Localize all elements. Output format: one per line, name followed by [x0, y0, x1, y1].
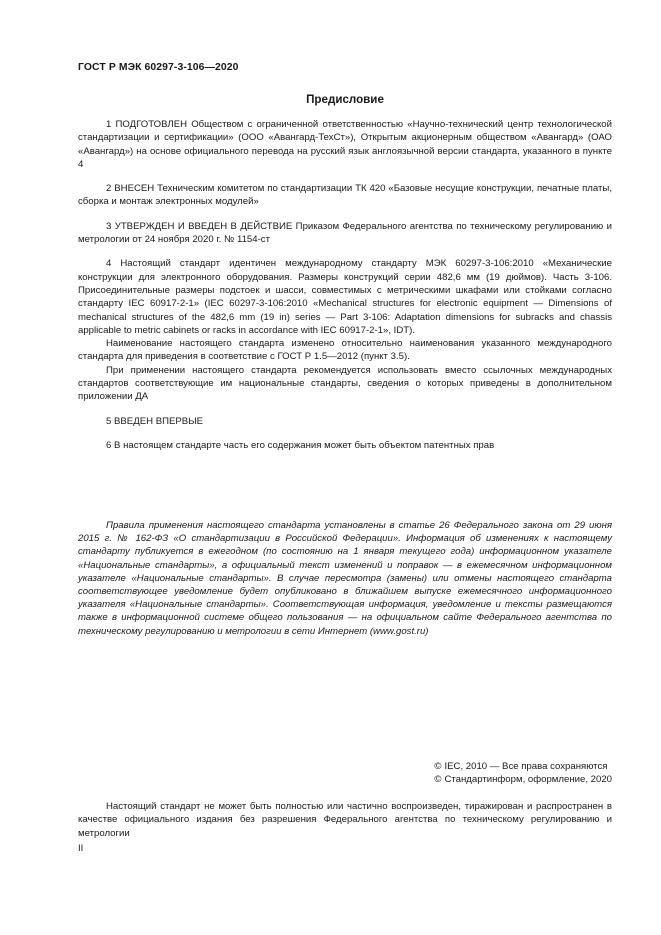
copyright-icon: ©: [434, 774, 442, 786]
copyright-publisher-row: [434, 773, 612, 786]
copyright-block: [434, 760, 612, 787]
copyright-iec: IEC, 2010 — Все права сохраняются: [444, 761, 608, 772]
preface-item-4-name-note: Наименование настоящего стандарта изменено относительно наименования указанного международного стандарта для приведения в соответствие с ГОСТ Р 1.5—2012 (пункт 3.5).: [78, 338, 612, 363]
preface-item-4-usage-note: При применении настоящего стандарта рекомендуется использовать вместо ссылочных международных стандартов соответствующие им национальные стандарты, сведения о которых приведены в дополнительном приложении ДА: [78, 364, 612, 403]
preface-item-6: 6 В настоящем стандарте часть его содержания может быть объектом патентных прав: [106, 439, 495, 451]
preface-item-1: 1 ПОДГОТОВЛЕН Обществом с ограниченной ответственностью «Научно-технический центр технологической стандартизации и сертификации» (ООО «Авангард-ТехСт»), Открытым акционерным обществом «Авангард» (ОАО «Авангард») на основе официального перевода на русский язык англоязычной версии стандарта, указанного в пункте 4: [78, 119, 612, 170]
preface-item-3: 3 УТВЕРЖДЕН И ВВЕДЕН В ДЕЙСТВИЕ Приказом Федерального агентства по техническому регулированию и метрологии от 24 ноября 2020 г. № 1154-ст: [78, 220, 612, 246]
copyright-publisher: Стандартинформ, оформление, 2020: [444, 774, 612, 786]
standard-application-notice: Правила применения настоящего стандарта установлены в статье 26 Федерального закона от 29 июня 2015 г. № 162-ФЗ «О стандартизации в Российской Федерации». Информация об изменениях к настоящему стандарту публикуется в ежегодном (по состоянию на 1 января текущего года) информационном указателе «Национальные стандарты», а официальный текст изменений и поправок — в ежемесячном информационном указателе «Национальные стандарты». В случае пересмотра (замены) или отмены настоящего стандарта соответствующее уведомление будет опубликовано в ближайшем выпуске ежемесячного информационного указателя «Национальные стандарты». Соответствующая информация, уведомление и тексты размещаются также в информационной системе общего пользования — на официальном сайте Федерального агентства по техническому регулированию и метрологии в сети Интернет (www.gost.ru): [78, 520, 612, 637]
copyright-icon: ©: [434, 761, 442, 772]
preface-item-4: 4 Настоящий стандарт идентичен международному стандарту МЭК 60297-3-106:2010 «Механические конструкции для электронного оборудования. Размеры конструкций серии 482,6 мм (19 дюймов). Часть 3-106. Присоединительные размеры подстоек и шасси, совместимых с метрическими шкафами или стойками согласно стандарту IEC 60917-2-1» (IEC 60297-3-106:2010 «Mechanical structures for electronic equipment — Dimensions of mechanical structures of the 482,6 mm (19 in) series — Part 3-106: Adaptation dimensions for subracks and chassis applicable to metric cabinets or racks in accordance with IEC 60917-2-1», IDT).: [78, 258, 612, 336]
copyright-iec-row: [434, 760, 612, 773]
page-number: II: [78, 843, 84, 854]
reproduction-notice: Настоящий стандарт не может быть полностью или частично воспроизведен, тиражирован и распространен в качестве официального издания без разрешения Федерального агентства по техническому регулированию и метрологии: [78, 801, 612, 839]
preface-title: Предисловие: [306, 93, 384, 106]
preface-item-5: 5 ВВЕДЕН ВПЕРВЫЕ: [106, 415, 204, 427]
preface-item-2: 2 ВНЕСЕН Техническим комитетом по стандартизации ТК 420 «Базовые несущие конструкции, печатные платы, сборка и монтаж электронных модулей»: [78, 183, 612, 208]
document-code-header: ГОСТ Р МЭК 60297-3-106—2020: [78, 62, 239, 73]
preface-body: [78, 118, 612, 452]
